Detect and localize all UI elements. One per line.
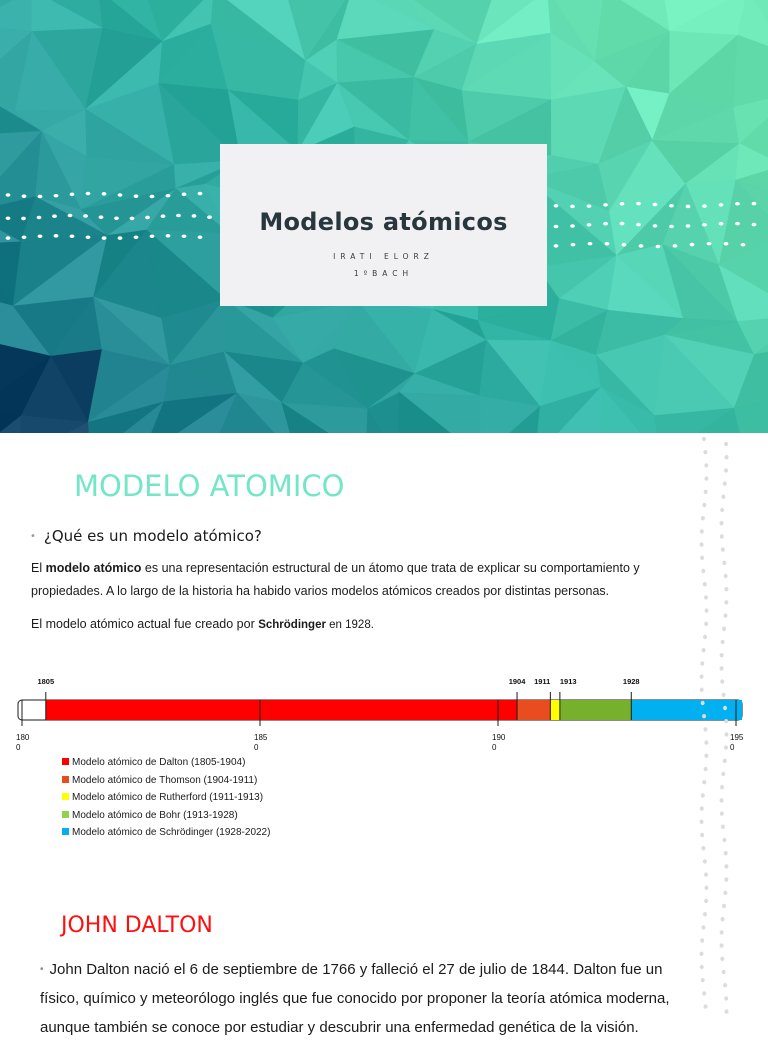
p1-rest: es una representación estructural de un átomo que trata de explicar su comportamiento y propiedades. A lo largo de la historia ha habido varios modelos atómicos creados por distintas personas.: [31, 561, 640, 598]
event-year-label: 1928: [622, 677, 640, 686]
bullet-icon: •: [30, 531, 36, 542]
legend-label: Modelo atómico de Rutherford (1911-1913): [72, 792, 264, 803]
timeline-segment: [560, 700, 631, 720]
question-text: ¿Qué es un modelo atómico?: [43, 527, 262, 545]
presentation-title: Modelos atómicos: [259, 208, 508, 236]
legend-swatch: [62, 793, 69, 800]
axis-tick-label: 0: [492, 743, 497, 752]
axis-tick-label: 0: [16, 743, 21, 752]
cover-slide: [0, 0, 768, 433]
question-bullet: [30, 527, 262, 545]
axis-tick-label: 0: [254, 743, 259, 752]
legend-item: [62, 792, 270, 810]
timeline-segment: [46, 700, 517, 720]
legend-swatch: [62, 828, 69, 835]
axis-tick-label: 190: [492, 733, 506, 742]
title-card: [220, 144, 547, 306]
legend-label: Modelo atómico de Bohr (1913-1928): [72, 809, 238, 821]
legend-item: [62, 775, 270, 793]
p2-rest: en 1928.: [325, 619, 374, 631]
timeline-legend: [62, 757, 270, 845]
event-year-label: 1805: [37, 677, 55, 686]
author-name: IRATI ELORZ: [333, 252, 434, 261]
p2-prefix: El modelo atómico actual fue creado por: [31, 617, 259, 631]
legend-label: Modelo atómico de Thomson (1904-1911): [72, 774, 258, 786]
dalton-bullet: [40, 955, 680, 1042]
p1-bold-term: modelo atómico: [45, 561, 142, 575]
course-label: 1ºBACH: [353, 269, 414, 278]
content-slide: [0, 433, 768, 1036]
legend-item: [62, 810, 270, 828]
axis-tick-label: 185: [254, 733, 268, 742]
bullet-icon: •: [40, 964, 44, 975]
axis-tick-label: 195: [730, 733, 744, 742]
legend-swatch: [62, 776, 69, 783]
dalton-heading: JOHN DALTON: [61, 913, 213, 938]
decorative-dots-left: [0, 185, 220, 245]
decorative-dots-right: [548, 195, 768, 255]
p2-bold-name: Schrödinger: [258, 619, 326, 631]
event-year-label: 1911: [534, 677, 551, 686]
legend-label: Modelo atómico de Schrödinger (1928-2022): [72, 827, 271, 838]
atomic-models-timeline: [12, 673, 757, 753]
timeline-segment: [550, 700, 560, 720]
legend-swatch: [62, 758, 69, 765]
current-model-paragraph: [31, 613, 691, 637]
legend-item: [62, 827, 270, 845]
legend-label: Modelo atómico de Dalton (1805-1904): [72, 757, 246, 768]
axis-tick-label: 180: [16, 733, 30, 742]
section-heading: MODELO ATOMICO: [74, 469, 345, 503]
event-year-label: 1913: [559, 677, 577, 686]
decorative-dots-vertical: [696, 433, 736, 1024]
event-year-label: 1904: [508, 677, 526, 686]
p1-prefix: El: [31, 561, 46, 575]
timeline-segment: [517, 700, 550, 720]
legend-item: [62, 757, 270, 775]
definition-paragraph: [31, 557, 691, 603]
legend-swatch: [62, 811, 69, 818]
axis-tick-label: 0: [730, 743, 735, 752]
dalton-text: John Dalton nació el 6 de septiembre de 1766 y falleció el 27 de julio de 1844. Dalton fue un físico, químico y meteorólogo inglés que fue conocido por proponer la teoría atómica moderna, aunque también se conoce por estudiar y descubrir una enfermedad genética de la visión.: [40, 961, 670, 1036]
